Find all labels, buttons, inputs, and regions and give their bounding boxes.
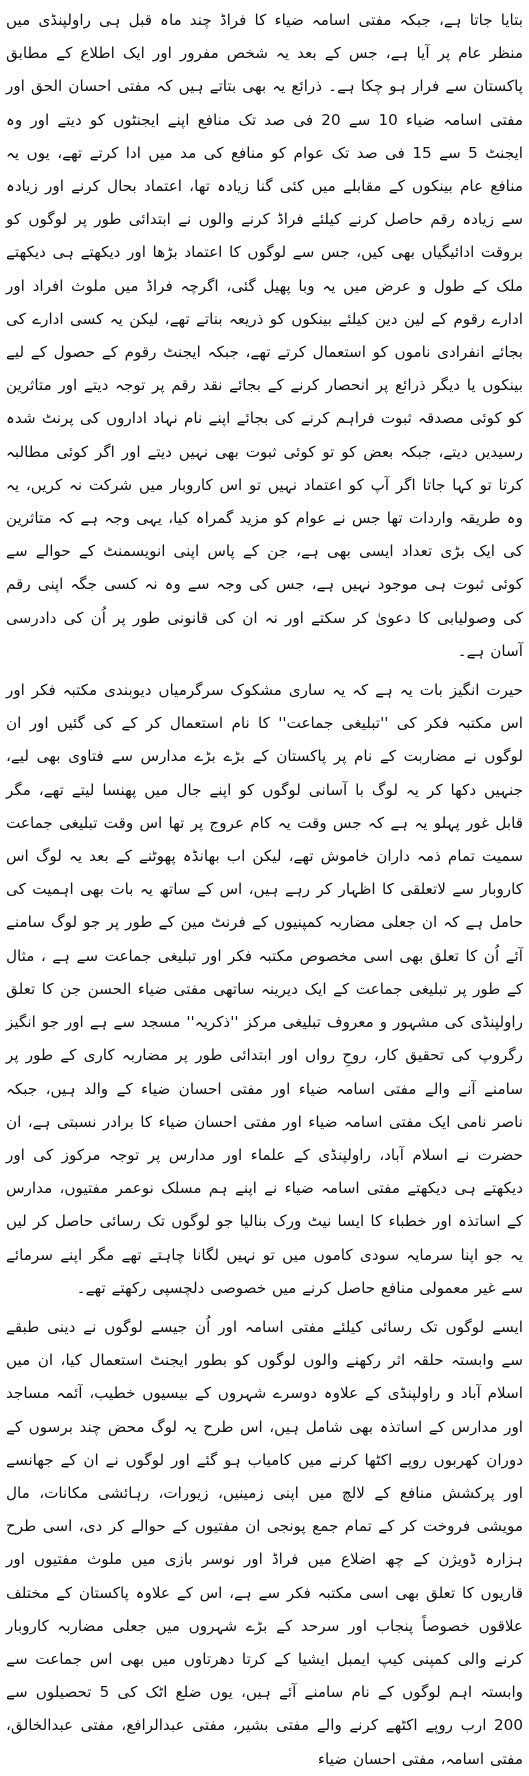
paragraph-2: حیرت انگیز بات یہ ہے کہ یہ ساری مشکوک سرگرمیاں دیوبندی مکتبہ فکر اور اس مکتبہ فکر کی ''تبلیغی جماعت'' کا نام استعمال کر کے کی گئیں اور ان لوگوں نے مضاربت کے نام پر پاکستان کے بڑے بڑے مدارس سے فتاوی بھی لیے، جنہیں دکھا کر یہ لوگ با آسانی لوگوں کو اپنے جال میں پھنسا لیتے تھے، مگر قابل غور پہلو یہ ہے کہ جس وقت یہ کام عروج پر تھا اس وقت تبلیغی جماعت سمیت تمام ذمہ داران خاموش تھے، لیکن اب بھانڈہ پھوٹنے کے بعد یہ لوگ اس کاروبار سے لاتعلقی کا اظہار کر رہے ہیں، اس کے ساتھ یہ بات بھی اہمیت کی حامل ہے کہ ان جعلی مضاربہ کمپنیوں کے فرنٹ مین کے طور پر جو لوگ سامنے آئے اُن کا تعلق بھی اسی مخصوص مکتبہ فکر اور تبلیغی جماعت سے ہے ، مثال کے طور پر تبلیغی جماعت کے ایک دیرینہ ساتھی مفتی ضیاء الحسن جن کا تعلق راولپنڈی کی مشہور و معروف تبلیغی مرکز ''ذکریہ'' مسجد سے ہے اور جو انگیز رگروپ کی تحقیق کار، روحِ رواں اور ابتدائی طور پر مضاربہ کاری کے طور پر سامنے آنے والے مفتی اسامہ ضیاء اور مفتی احسان ضیاء کے والد ہیں، جبکہ ناصر نامی ایک مفتی اسامہ ضیاء اور مفتی احسان ضیاء کا برادر نسبتی ہے، ان حضرت نے اسلام آباد، راولپنڈی کے علماء اور مدارس پر توجہ مرکوز کی اور دیکھتے ہی دیکھتے مفتی اسامہ ضیاء نے اپنے ہم مسلک نوعمر مفتیوں، مدارس کے اساتذہ اور خطباء کا ایسا نیٹ ورک بنالیا جو لوگوں تک رسائی حاصل کر لیں یہ جو اپنا سرمایہ سودی کاموں میں تو نہیں لگانا چاہتے تھے مگر اپنے سرمائے سے غیر معمولی منافع حاصل کرنے میں خصوصی دلچسپی رکھتے تھے۔ <box>6 681 523 1297</box>
paragraph-3: ایسے لوگوں تک رسائی کیلئے مفتی اسامہ اور اُن جیسے لوگوں نے دینی طبقے سے وابستہ حلقہ اثر رکھنے والوں لوگوں کو بطور ایجنٹ استعمال کیا، ان میں اسلام آباد و راولپنڈی کے علاوہ دوسرے شہروں کے بیسیوں خطیب، آئمہ مساجد اور مدارس کے اساتذہ بھی شامل ہیں، اس طرح یہ لوگ محض چند برسوں کے دوران کھربوں روپے اکٹھا کرنے میں کامیاب ہو گئے اور لوگوں نے ان کے جھانسے اور پرکشش منافع کے لالچ میں اپنی زمینیں، زیورات، رہائشی مکانات، مال مویشی فروخت کر کے تمام جمع پونجی ان مفتیوں کے حوالے کر دی، اسی طرح ہزارہ ڈویژن کے چھ اضلاع میں فراڈ اور نوسر بازی میں ملوث مفتیوں اور قاریوں کا تعلق بھی اسی مکتبہ فکر سے ہے، اس کے علاوہ پاکستان کے مختلف علاقوں خصوصاً پنجاب اور سرحد کے بڑے شہروں میں جعلی مضاربہ کاروبار کرنے والی کمپنی کیپ ایمبل ایشیا کے کرتا دھرتاوں میں بھی اس جماعت سے وابستہ اہم لوگوں کے نام سامنے آئے ہیں، یوں ضلع اٹک کی 5 تحصیلوں سے 200 ارب روپے اکٹھے کرنے والے مفتی بشیر، مفتی عبدالرافع، مفتی عبدالخالق، مفتی اسامہ، مفتی احسان ضیاء <box>6 1317 524 1768</box>
paragraph-1: بتایا جاتا ہے، جبکہ مفتی اسامہ ضیاء کا فراڈ چند ماہ قبل ہی راولپنڈی میں منظر عام پر آیا ہے، جس کے بعد یہ شخص مفرور اور ایک اطلاع کے مطابق پاکستان سے فرار ہو چکا ہے۔ ذرائع یہ بھی بتاتے ہیں کہ مفتی احسان الحق اور مفتی اسامہ ضیاء 10 سے 20 فی صد تک منافع اپنے ایجنٹوں کو دیتے اور وہ ایجنٹ 5 سے 15 فی صد تک عوام کو منافع کی مد میں ادا کرتے تھے، یوں یہ منافع عام بینکوں کے مقابلے میں کئی گنا زیادہ تھا، اعتماد بحال کرنے اور زیادہ سے زیادہ رقم حاصل کرنے کیلئے فراڈ کرنے والوں نے ابتدائی طور پر لوگوں کو بروقت ادائیگیاں بھی کیں، جس سے لوگوں کا اعتماد بڑھا اور دیکھتے ہی دیکھتے ملک کے طول و عرض میں یہ وبا پھیل گئی، اگرچہ فراڈ میں ملوث افراد اور ادارے رقوم کے لین دین کیلئے بینکوں کو ذریعہ بناتے تھے، لیکن یہ کسی ادارے کی بجائے انفرادی ناموں کو استعمال کرتے تھے، جبکہ ایجنٹ رقوم کے حصول کے لیے بینکوں یا دیگر ذرائع پر انحصار کرنے کے بجائے نقد رقم پر توجہ دیتے اور متاثرین کو کوئی مصدقہ ثبوت فراہم کرنے کی بجائے اپنے نام نہاد اداروں کی پرنٹ شدہ رسیدیں دیتے، جبکہ بعض کو تو کوئی ثبوت بھی نہیں دیتے اور اگر کوئی مطالبہ کرتا تو کہا جاتا اگر آپ کو اعتماد نہیں تو اس کاروبار میں شرکت نہ کریں، یہ وہ طریقہ واردات تھا جس نے عوام کو مزید گمراہ کیا، یہی وجہ ہے کہ متاثرین کی ایک بڑی تعداد ایسی بھی ہے، جن کے پاس اپنی انویسمنٹ کے حوالے سے کوئی ثبوت ہی موجود نہیں ہے، جس کی وجہ سے وہ نہ کسی جگہ اپنی رقم کی وصولیابی کا دعویٰ کر سکتے اور نہ ان کی قانونی طور پر اُن کی دادرسی آسان ہے۔ <box>6 11 523 660</box>
